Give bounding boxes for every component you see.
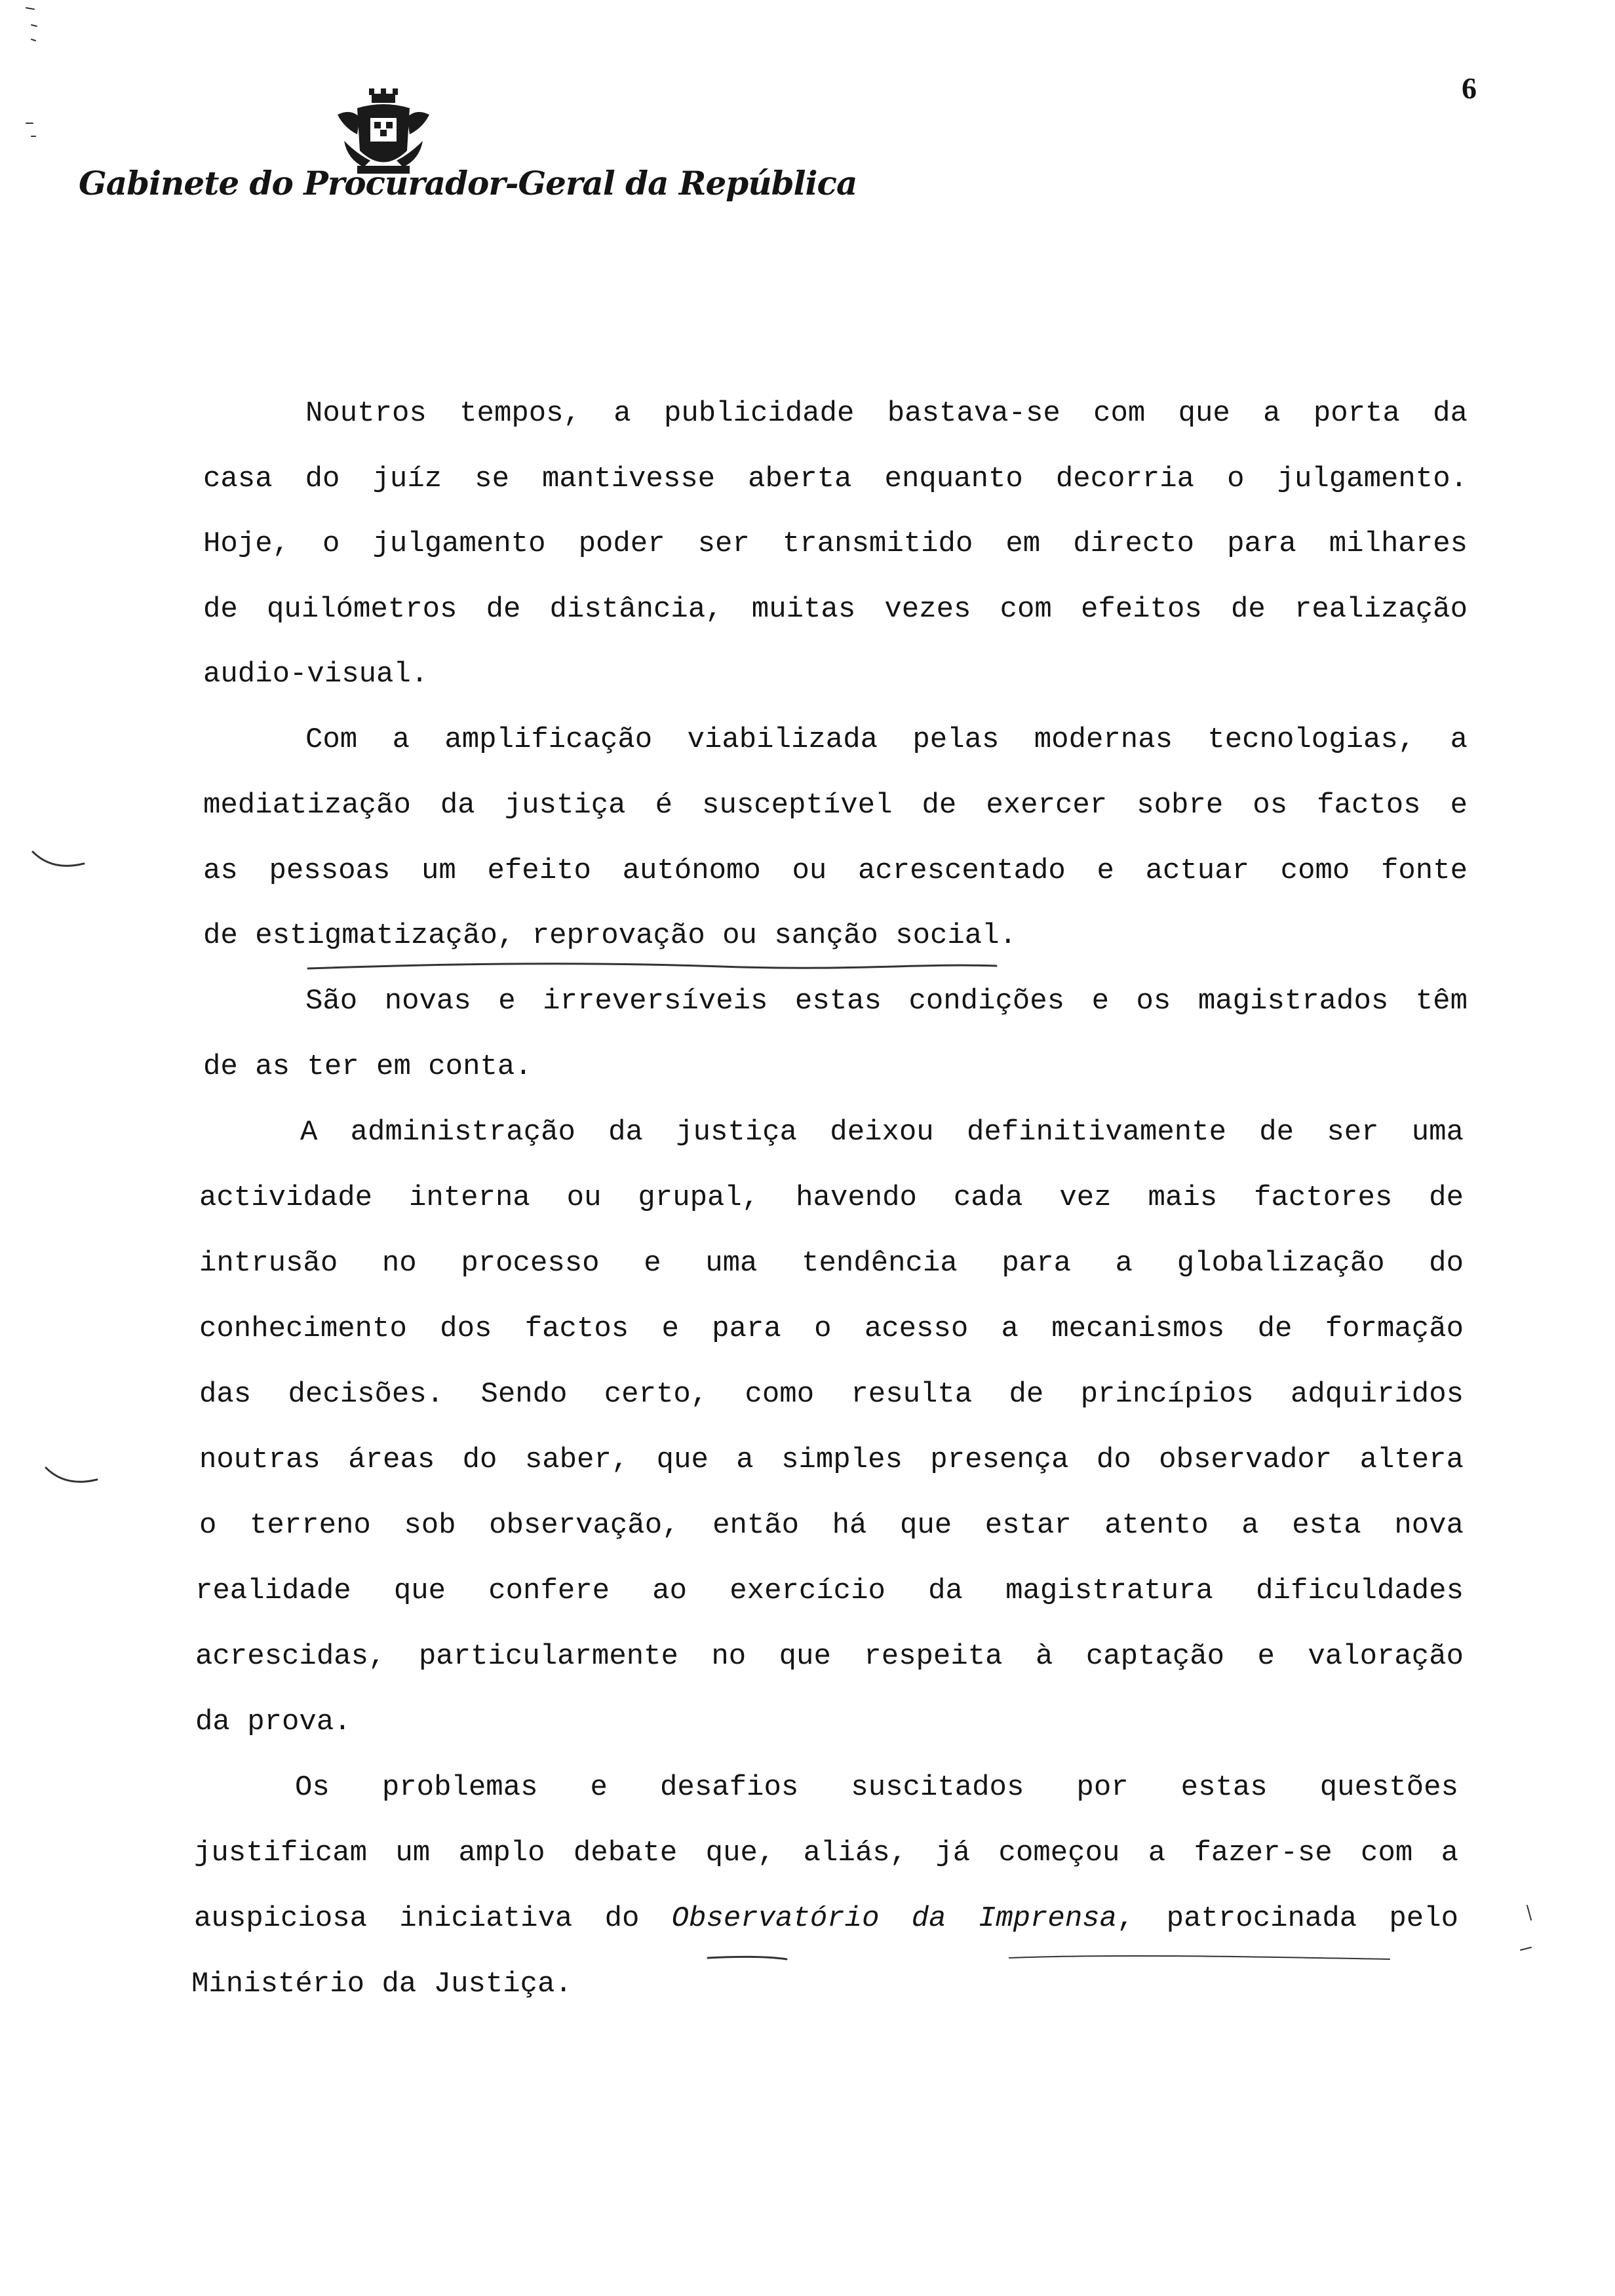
letterhead-title: Gabinete do Procurador-Geral da República bbox=[79, 164, 857, 202]
text-line: as pessoas um efeito autónomo ou acrescentado e actuar como fonte bbox=[203, 854, 1468, 887]
text-line: realidade que confere ao exercício da magistratura dificuldades bbox=[195, 1575, 1464, 1607]
text-line: Com a amplificação viabilizada pelas modernas tecnologias, a bbox=[305, 723, 1468, 756]
page-number: 6 bbox=[1462, 71, 1477, 105]
text-segment: , patrocinada pelo bbox=[1117, 1902, 1458, 1935]
text-line: actividade interna ou grupal, havendo cada vez mais factores de bbox=[199, 1181, 1464, 1214]
text-line: das decisões. Sendo certo, como resulta de princípios adquiridos bbox=[199, 1378, 1464, 1411]
margin-check-mark bbox=[33, 852, 84, 866]
text-segment: auspiciosa iniciativa do bbox=[194, 1902, 672, 1935]
text-line: o terreno sob observação, então há que estar atento a esta nova bbox=[199, 1509, 1464, 1542]
margin-mark bbox=[1521, 1947, 1531, 1950]
italic-title: Observatório da Imprensa bbox=[671, 1902, 1118, 1935]
text-line: de as ter em conta. bbox=[203, 1050, 532, 1083]
margin-mark bbox=[31, 39, 35, 41]
text-line: A administração da justiça deixou definitivamente de ser uma bbox=[300, 1116, 1464, 1149]
text-line: noutras áreas do saber, que a simples presença do observador altera bbox=[199, 1444, 1464, 1476]
text-line: casa do juíz se mantivesse aberta enquanto decorria o julgamento. bbox=[203, 463, 1468, 495]
underline-mark bbox=[708, 1957, 787, 1959]
text-line: de quilómetros de distância, muitas vezes com efeitos de realização bbox=[203, 593, 1468, 626]
margin-mark bbox=[31, 25, 37, 26]
margin-mark bbox=[1527, 1905, 1531, 1920]
text-line: Os problemas e desafios suscitados por estas questões bbox=[295, 1771, 1458, 1804]
underline-mark bbox=[1009, 1956, 1390, 1959]
text-line: conhecimento dos factos e para o acesso a mecanismos de formação bbox=[199, 1312, 1464, 1345]
text-line: mediatização da justiça é susceptível de exercer sobre os factos e bbox=[203, 789, 1468, 822]
text-line: acrescidas, particularmente no que respeita à captação e valoração bbox=[195, 1640, 1464, 1673]
underline-mark bbox=[308, 964, 996, 968]
text-line: intrusão no processo e uma tendência para a globalização do bbox=[199, 1247, 1464, 1280]
text-line: justificam um amplo debate que, aliás, já começou a fazer-se com a bbox=[194, 1837, 1458, 1869]
margin-check-mark bbox=[46, 1468, 97, 1482]
margin-mark bbox=[26, 8, 34, 9]
text-line: audio-visual. bbox=[203, 658, 429, 691]
text-line: de estigmatização, reprovação ou sanção social. bbox=[203, 919, 1017, 952]
text-line: Ministério da Justiça. bbox=[191, 1968, 572, 2000]
text-line: Noutros tempos, a publicidade bastava-se com que a porta da bbox=[305, 397, 1468, 430]
text-line: da prova. bbox=[195, 1706, 351, 1738]
text-line: Hoje, o julgamento poder ser transmitido em directo para milhares bbox=[203, 527, 1468, 560]
text-line: São novas e irreversíveis estas condições e os magistrados têm bbox=[305, 985, 1468, 1018]
